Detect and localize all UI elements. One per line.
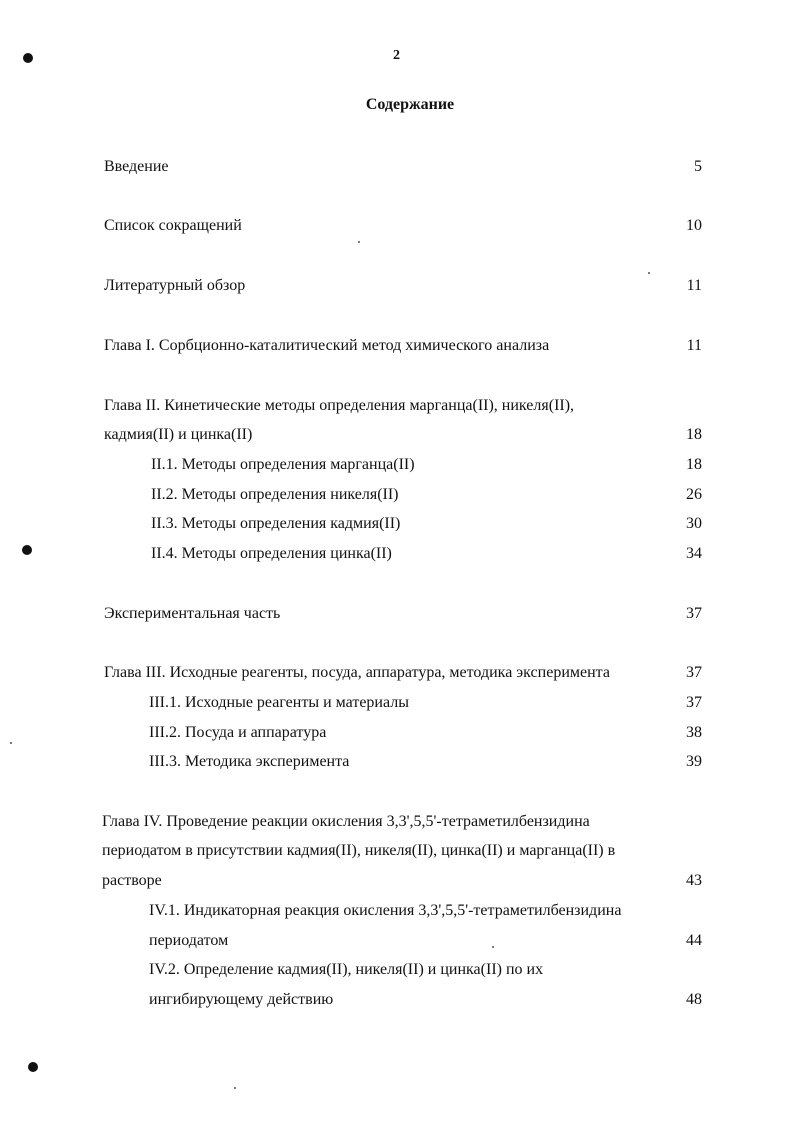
toc-entry-chapter-2-line1: Глава II. Кинетические методы определения марганца(II), никеля(II), <box>104 397 575 414</box>
toc-entry-section-3-2: III.2. Посуда и аппаратура <box>149 724 327 741</box>
toc-entry-chapter-2-line2: кадмия(II) и цинка(II) <box>104 426 253 443</box>
scan-speck <box>358 241 360 243</box>
scan-speck <box>492 946 494 948</box>
binder-hole-middle <box>22 545 32 555</box>
toc-entry-experimental: Экспериментальная часть <box>104 605 281 622</box>
toc-entry-abbreviations: Список сокращений <box>104 217 242 234</box>
toc-entry-section-4-1-line2: периодатом <box>149 932 229 949</box>
scan-speck <box>648 272 650 274</box>
page-number: 2 <box>393 48 400 63</box>
toc-page-section-2-4: 34 <box>686 545 702 562</box>
toc-page-section-4-2: 48 <box>686 991 702 1008</box>
toc-entry-section-2-2: II.2. Методы определения никеля(II) <box>151 486 399 503</box>
toc-entry-section-2-4: II.4. Методы определения цинка(II) <box>151 545 392 562</box>
toc-entry-chapter-3: Глава III. Исходные реагенты, посуда, аппаратура, методика эксперимента <box>104 664 610 681</box>
toc-page-section-2-3: 30 <box>686 515 702 532</box>
toc-entry-section-4-2-line1: IV.2. Определение кадмия(II), никеля(II) и цинка(II) по их <box>149 961 544 978</box>
toc-page-chapter-1: 11 <box>686 337 702 354</box>
toc-page-experimental: 37 <box>686 605 702 622</box>
toc-entry-chapter-1: Глава I. Сорбционно-каталитический метод химического анализа <box>104 337 550 354</box>
toc-page-literature-review: 11 <box>686 277 702 294</box>
toc-page-section-2-2: 26 <box>686 486 702 503</box>
toc-entry-section-4-1-line1: IV.1. Индикаторная реакция окисления 3,3',5,5'-тетраметилбензидина <box>149 902 622 919</box>
toc-title: Содержание <box>365 96 455 113</box>
toc-entry-literature-review: Литературный обзор <box>104 277 246 294</box>
toc-page-section-3-2: 38 <box>686 724 702 741</box>
toc-page-chapter-3: 37 <box>686 664 702 681</box>
toc-entry-chapter-4-line2: периодатом в присутствии кадмия(II), никеля(II), цинка(II) и марганца(II) в <box>102 842 616 859</box>
toc-entry-section-4-2-line2: ингибирующему действию <box>149 991 334 1008</box>
binder-hole-bottom <box>28 1062 38 1072</box>
scan-speck <box>10 742 12 744</box>
toc-entry-section-3-1: III.1. Исходные реагенты и материалы <box>149 694 409 711</box>
toc-entry-section-3-3: III.3. Методика эксперимента <box>149 753 350 770</box>
toc-page-section-2-1: 18 <box>686 456 702 473</box>
toc-entry-section-2-1: II.1. Методы определения марганца(II) <box>151 456 415 473</box>
toc-page-section-3-3: 39 <box>686 753 702 770</box>
toc-entry-chapter-4-line3: растворе <box>102 872 162 889</box>
toc-page-abbreviations: 10 <box>686 217 702 234</box>
toc-entry-chapter-4-line1: Глава IV. Проведение реакции окисления 3,3',5,5'-тетраметилбензидина <box>102 813 590 830</box>
toc-page-intro: 5 <box>694 158 702 175</box>
scan-speck <box>234 1087 236 1089</box>
toc-page-chapter-4: 43 <box>686 872 702 889</box>
toc-page-section-4-1: 44 <box>686 932 702 949</box>
toc-entry-section-2-3: II.3. Методы определения кадмия(II) <box>151 515 401 532</box>
toc-entry-intro: Введение <box>104 158 169 175</box>
toc-page-section-3-1: 37 <box>686 694 702 711</box>
toc-page-chapter-2: 18 <box>686 426 702 443</box>
